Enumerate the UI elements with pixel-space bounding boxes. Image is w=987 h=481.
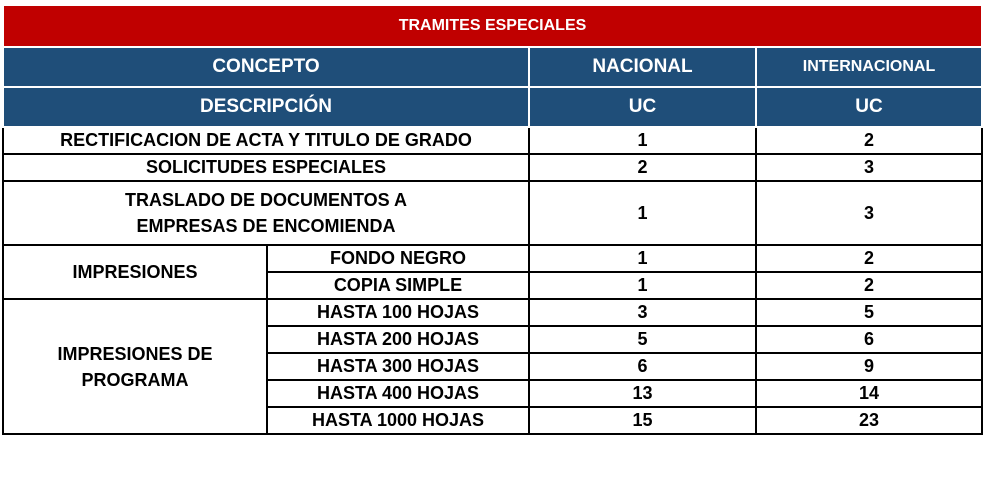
row-descripcion: COPIA SIMPLE	[267, 272, 529, 299]
row-internacional: 2	[756, 245, 982, 272]
row-internacional: 6	[756, 326, 982, 353]
row-nacional: 1	[529, 127, 756, 154]
header-uc-nacional: UC	[529, 87, 756, 127]
row-internacional: 2	[756, 272, 982, 299]
row-nacional: 3	[529, 299, 756, 326]
row-concepto: RECTIFICACION DE ACTA Y TITULO DE GRADO	[3, 127, 529, 154]
header-nacional: NACIONAL	[529, 47, 756, 87]
row-internacional: 2	[756, 127, 982, 154]
row-descripcion: HASTA 1000 HOJAS	[267, 407, 529, 434]
table-title: TRAMITES ESPECIALES	[3, 5, 982, 47]
header-row-descripcion	[3, 87, 982, 127]
row-internacional: 3	[756, 154, 982, 181]
row-nacional: 1	[529, 181, 756, 245]
table-row	[3, 299, 982, 326]
row-internacional: 9	[756, 353, 982, 380]
row-nacional: 15	[529, 407, 756, 434]
row-internacional: 5	[756, 299, 982, 326]
row-concepto: SOLICITUDES ESPECIALES	[3, 154, 529, 181]
row-nacional: 2	[529, 154, 756, 181]
group-label-programa: IMPRESIONES DE PROGRAMA	[3, 299, 267, 434]
header-row-concepto	[3, 47, 982, 87]
header-concepto: CONCEPTO	[3, 47, 529, 87]
table-row	[3, 245, 982, 272]
tramites-table	[2, 4, 983, 435]
tramites-table-container	[2, 4, 981, 435]
header-descripcion: DESCRIPCIÓN	[3, 87, 529, 127]
row-nacional: 5	[529, 326, 756, 353]
title-row	[3, 5, 982, 47]
row-descripcion: FONDO NEGRO	[267, 245, 529, 272]
row-nacional: 13	[529, 380, 756, 407]
table-row	[3, 181, 982, 245]
row-nacional: 1	[529, 245, 756, 272]
row-internacional: 23	[756, 407, 982, 434]
header-internacional: INTERNACIONAL	[756, 47, 982, 87]
table-row	[3, 154, 982, 181]
row-descripcion: HASTA 200 HOJAS	[267, 326, 529, 353]
row-descripcion: HASTA 300 HOJAS	[267, 353, 529, 380]
row-nacional: 1	[529, 272, 756, 299]
row-nacional: 6	[529, 353, 756, 380]
table-row	[3, 127, 982, 154]
header-uc-internacional: UC	[756, 87, 982, 127]
row-internacional: 3	[756, 181, 982, 245]
row-internacional: 14	[756, 380, 982, 407]
row-concepto: TRASLADO DE DOCUMENTOS A EMPRESAS DE ENCOMIENDA	[3, 181, 529, 245]
row-descripcion: HASTA 100 HOJAS	[267, 299, 529, 326]
group-label-impresiones: IMPRESIONES	[3, 245, 267, 299]
row-descripcion: HASTA 400 HOJAS	[267, 380, 529, 407]
